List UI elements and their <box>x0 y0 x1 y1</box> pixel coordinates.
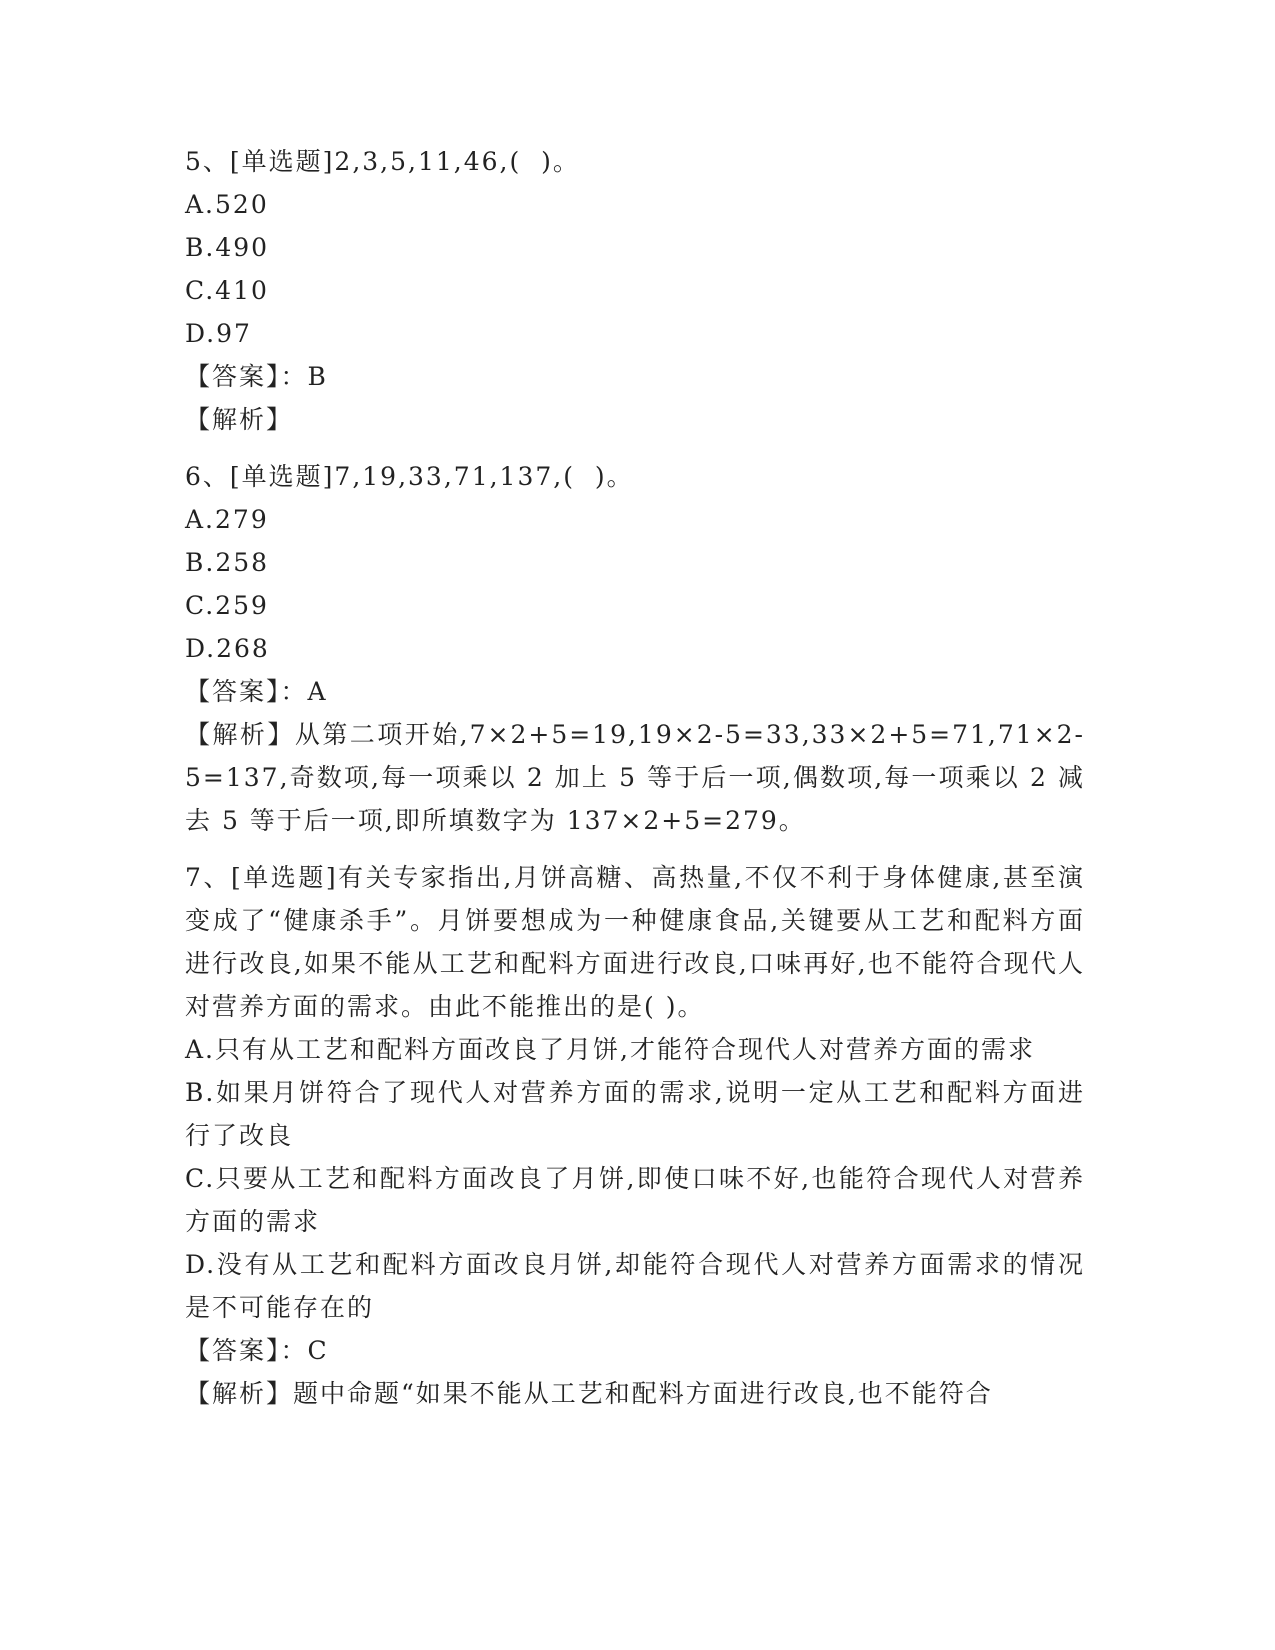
option-d: D.268 <box>185 634 270 663</box>
analysis-line <box>185 1372 1085 1415</box>
option-d: D.97 <box>185 319 252 348</box>
question-stem: 5、[单选题]2,3,5,11,46,( )。 <box>185 147 580 176</box>
analysis-label: 【解析】 <box>185 720 295 749</box>
answer-separator: ： <box>280 362 308 391</box>
answer-line <box>185 1329 1085 1372</box>
answer-value: A <box>307 677 328 706</box>
question-7 <box>185 856 1085 1415</box>
analysis-text: 从第二项开始,7×2+5=19,19×2-5=33,33×2+5=71,71×2-5=137,奇数项,每一项乘以 2 加上 5 等于后一项,偶数项,每一项乘以 2 减去 5 等于后一项,即所填数字为 137×2+5=279。 <box>185 720 1085 835</box>
answer-line <box>185 670 1085 713</box>
answer-separator: ： <box>280 677 308 706</box>
option-c: C.410 <box>185 276 269 305</box>
answer-line <box>185 355 1085 398</box>
analysis-line <box>185 713 1085 842</box>
analysis-label: 【解析】 <box>185 1379 294 1408</box>
question-stem: 6、[单选题]7,19,33,71,137,( )。 <box>185 462 634 491</box>
option-d: D.没有从工艺和配料方面改良月饼,却能符合现代人对营养方面需求的情况是不可能存在的 <box>185 1250 1085 1322</box>
option-c: C.259 <box>185 591 269 620</box>
question-5 <box>185 140 1085 441</box>
answer-separator: ： <box>280 1336 308 1365</box>
option-b: B.258 <box>185 548 270 577</box>
option-a: A.520 <box>185 190 269 219</box>
answer-label: 【答案】 <box>185 362 281 391</box>
analysis-text: 题中命题“如果不能从工艺和配料方面进行改良,也不能符合 <box>293 1379 993 1408</box>
analysis-line <box>185 398 1085 441</box>
document-page <box>185 140 1085 1415</box>
question-spacer <box>185 441 1085 455</box>
option-a: A.只有从工艺和配料方面改良了月饼,才能符合现代人对营养方面的需求 <box>185 1035 1035 1064</box>
option-a: A.279 <box>185 505 269 534</box>
answer-label: 【答案】 <box>185 677 281 706</box>
answer-value: C <box>307 1336 329 1365</box>
question-spacer <box>185 842 1085 856</box>
analysis-label: 【解析】 <box>185 405 294 434</box>
answer-value: B <box>307 362 328 391</box>
option-c: C.只要从工艺和配料方面改良了月饼,即使口味不好,也能符合现代人对营养方面的需求 <box>185 1164 1085 1236</box>
option-b: B.490 <box>185 233 270 262</box>
answer-label: 【答案】 <box>185 1336 281 1365</box>
question-6 <box>185 455 1085 842</box>
question-stem: 7、[单选题]有关专家指出,月饼高糖、高热量,不仅不利于身体健康,甚至演变成了“健康杀手”。月饼要想成为一种健康食品,关键要从工艺和配料方面进行改良,如果不能从工艺和配料方面进行改良,口味再好,也不能符合现代人对营养方面的需求。由此不能推出的是( )。 <box>185 863 1085 1021</box>
option-b: B.如果月饼符合了现代人对营养方面的需求,说明一定从工艺和配料方面进行了改良 <box>185 1078 1085 1150</box>
